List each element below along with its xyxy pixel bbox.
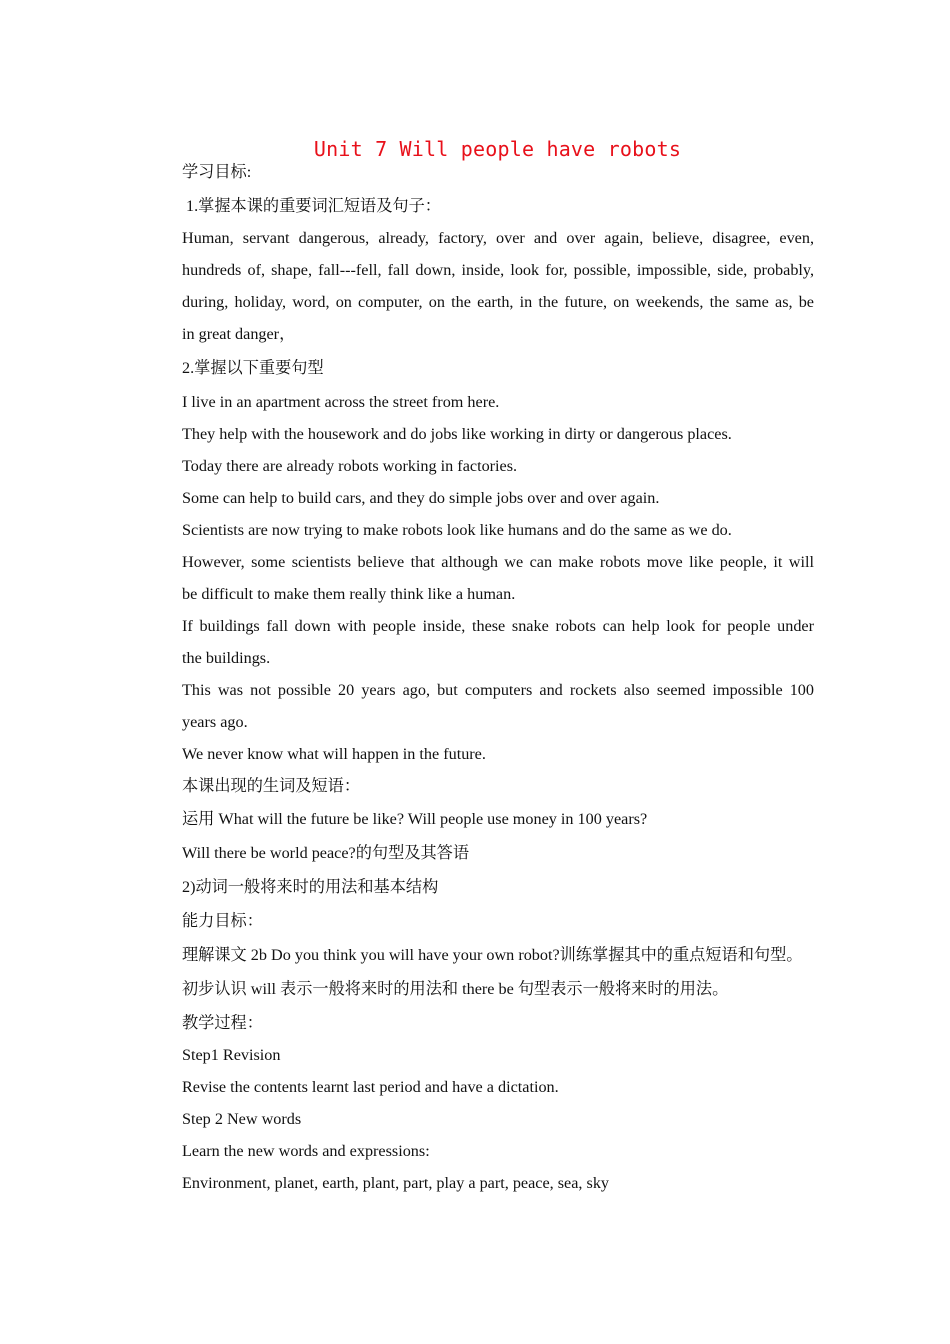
usage-line: 2)动词一般将来时的用法和基本结构 — [182, 878, 439, 896]
sentence: Today there are already robots working in factories. — [182, 457, 518, 475]
vocab-line: in great danger， — [182, 325, 296, 343]
usage-line: 运用 What will the future be like? Will people use money in 100 years? — [182, 810, 648, 828]
vocab-line: hundreds of, shape, fall---fell, fall down, inside, look for, possible, impossible, side, probably, — [182, 261, 814, 279]
objective-2-heading: 2.掌握以下重要句型 — [182, 359, 324, 377]
section-heading-new-words: 本课出现的生词及短语： — [182, 777, 361, 795]
sentence: be difficult to make them really think like a human. — [182, 585, 516, 603]
sentence: the buildings. — [182, 649, 271, 667]
document-title: Unit 7 Will people have robots — [313, 137, 682, 161]
vocab-line: Human, servant dangerous, already, factory, over and over again, believe, disagree, even, — [182, 229, 814, 247]
step-text: Environment, planet, earth, plant, part, play a part, peace, sea, sky — [182, 1174, 610, 1192]
sentence: This was not possible 20 years ago, but computers and rockets also seemed impossible 100 — [182, 681, 814, 699]
section-heading-objectives: 学习目标: — [182, 163, 252, 181]
vocab-line: during, holiday, word, on computer, on the earth, in the future, on weekends, the same as, be — [182, 293, 814, 311]
step-text: Revise the contents learnt last period and have a dictation. — [182, 1078, 559, 1096]
sentence: If buildings fall down with people inside, these snake robots can help look for people under — [182, 617, 814, 635]
sentence: I live in an apartment across the street from here. — [182, 393, 500, 411]
step-heading: Step 2 New words — [182, 1110, 302, 1128]
section-heading-ability: 能力目标： — [182, 912, 263, 930]
section-heading-process: 教学过程： — [182, 1014, 263, 1032]
sentence: They help with the housework and do jobs like working in dirty or dangerous places. — [182, 425, 732, 443]
sentence: years ago. — [182, 713, 248, 731]
step-heading: Step1 Revision — [182, 1046, 281, 1064]
document-body — [182, 156, 814, 1199]
objective-1-heading: 1.掌握本课的重要词汇短语及句子： — [186, 197, 441, 215]
sentence: Scientists are now trying to make robots look like humans and do the same as we do. — [182, 521, 732, 539]
step-text: Learn the new words and expressions: — [182, 1142, 430, 1160]
sentence: However, some scientists believe that although we can make robots move like people, it will — [182, 553, 814, 571]
ability-line: 理解课文 2b Do you think you will have your own robot?训练掌握其中的重点短语和句型。 — [182, 946, 803, 964]
usage-line: Will there be world peace?的句型及其答语 — [182, 844, 470, 862]
sentence: We never know what will happen in the future. — [182, 745, 486, 763]
sentence: Some can help to build cars, and they do simple jobs over and over again. — [182, 489, 660, 507]
ability-line: 初步认识 will 表示一般将来时的用法和 there be 句型表示一般将来时的用法。 — [182, 980, 729, 998]
